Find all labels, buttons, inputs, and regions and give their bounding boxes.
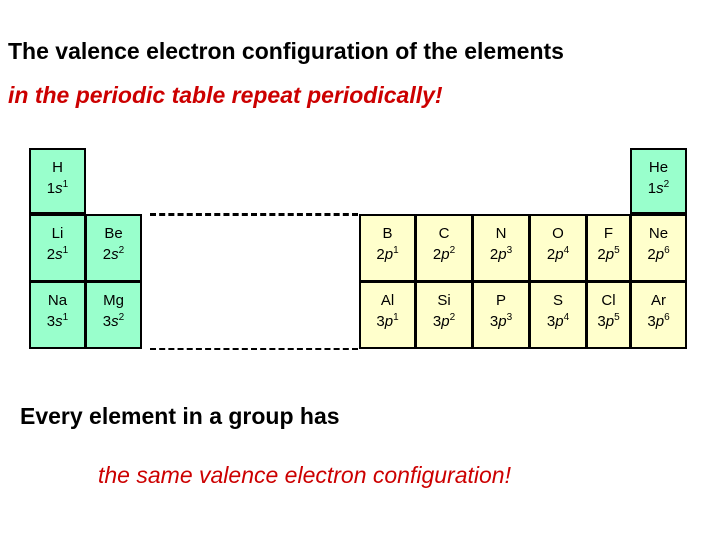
element-cell-ne xyxy=(630,214,687,282)
orbital-letter: s xyxy=(55,313,63,330)
electron-count: 1 xyxy=(393,312,399,323)
element-symbol: B xyxy=(382,225,393,242)
element-symbol: Cl xyxy=(601,292,616,309)
shell-number: 3 xyxy=(489,313,499,330)
orbital-letter: s xyxy=(656,180,664,197)
element-symbol: P xyxy=(495,292,506,309)
element-symbol: S xyxy=(552,292,563,309)
shell-number: 2 xyxy=(376,246,385,263)
element-symbol: O xyxy=(552,225,564,242)
shell-number: 2 xyxy=(489,246,499,263)
electron-count: 2 xyxy=(118,245,125,256)
shell-number: 1 xyxy=(46,180,56,197)
element-symbol: Al xyxy=(380,292,395,309)
electron-count: 3 xyxy=(506,245,513,256)
shell-number: 2 xyxy=(597,246,606,263)
element-symbol: Na xyxy=(47,292,68,309)
electron-count: 4 xyxy=(563,312,570,323)
element-cell-o xyxy=(529,214,587,282)
element-symbol: Li xyxy=(51,225,64,242)
footer-line-1: Every element in a group has xyxy=(20,403,340,429)
element-cell-he xyxy=(630,148,687,214)
shell-number: 3 xyxy=(597,313,606,330)
element-cell-s xyxy=(529,281,587,349)
electron-configuration xyxy=(87,311,140,332)
element-cell-n xyxy=(472,214,530,282)
electron-configuration xyxy=(531,311,585,332)
orbital-letter: p xyxy=(655,246,665,263)
electron-configuration xyxy=(588,311,629,332)
element-symbol: C xyxy=(438,225,450,242)
orbital-letter: p xyxy=(498,246,507,263)
orbital-letter: p xyxy=(605,313,615,330)
orbital-letter: p xyxy=(555,313,564,330)
title-line-2: in the periodic table repeat periodically! xyxy=(8,82,443,108)
electron-count: 1 xyxy=(62,312,69,323)
orbital-letter: p xyxy=(384,246,394,263)
electron-configuration xyxy=(531,244,585,265)
shell-number: 2 xyxy=(46,246,56,263)
electron-configuration xyxy=(31,311,84,332)
element-symbol: H xyxy=(52,159,63,176)
element-symbol: Si xyxy=(437,292,451,309)
electron-configuration xyxy=(417,311,471,332)
electron-configuration xyxy=(632,244,685,265)
element-cell-li xyxy=(29,214,86,282)
electron-configuration xyxy=(474,244,528,265)
electron-count: 2 xyxy=(449,312,456,323)
element-symbol: Be xyxy=(104,225,123,242)
electron-count: 2 xyxy=(118,312,125,323)
electron-configuration xyxy=(417,244,471,265)
element-cell-ar xyxy=(630,281,687,349)
orbital-letter: p xyxy=(555,246,564,263)
shell-number: 2 xyxy=(647,246,656,263)
shell-number: 3 xyxy=(647,313,656,330)
element-cell-be xyxy=(85,214,142,282)
shell-number: 2 xyxy=(546,246,556,263)
electron-count: 4 xyxy=(563,245,570,256)
electron-configuration xyxy=(474,311,528,332)
electron-configuration xyxy=(361,311,414,332)
electron-count: 5 xyxy=(614,312,620,323)
shell-number: 3 xyxy=(102,313,112,330)
electron-configuration xyxy=(31,178,84,199)
shell-number: 2 xyxy=(432,246,442,263)
orbital-letter: p xyxy=(384,313,394,330)
orbital-letter: s xyxy=(55,180,63,197)
electron-configuration xyxy=(632,311,685,332)
electron-count: 2 xyxy=(449,245,456,256)
element-cell-al xyxy=(359,281,416,349)
element-symbol: Ar xyxy=(651,292,666,309)
title-line-1: The valence electron configuration of the elements xyxy=(8,38,564,64)
electron-configuration xyxy=(632,178,685,199)
electron-count: 5 xyxy=(614,245,620,256)
orbital-letter: p xyxy=(498,313,507,330)
element-cell-cl xyxy=(586,281,631,349)
element-cell-si xyxy=(415,281,473,349)
orbital-letter: p xyxy=(441,246,450,263)
electron-count: 1 xyxy=(62,245,69,256)
element-symbol: Ne xyxy=(648,225,669,242)
electron-configuration xyxy=(31,244,84,265)
electron-configuration xyxy=(361,244,414,265)
electron-count: 2 xyxy=(663,179,670,190)
orbital-letter: s xyxy=(111,313,119,330)
electron-count: 1 xyxy=(393,245,399,256)
orbital-letter: s xyxy=(55,246,63,263)
element-cell-mg xyxy=(85,281,142,349)
element-cell-h xyxy=(29,148,86,214)
shell-number: 3 xyxy=(376,313,385,330)
orbital-letter: p xyxy=(605,246,615,263)
shell-number: 2 xyxy=(102,246,112,263)
element-cell-p xyxy=(472,281,530,349)
orbital-letter: s xyxy=(111,246,119,263)
element-symbol: He xyxy=(648,159,669,176)
electron-count: 3 xyxy=(506,312,513,323)
shell-number: 3 xyxy=(546,313,556,330)
element-cell-c xyxy=(415,214,473,282)
orbital-letter: p xyxy=(441,313,450,330)
element-symbol: N xyxy=(495,225,507,242)
orbital-letter: p xyxy=(655,313,665,330)
element-symbol: F xyxy=(603,225,614,242)
electron-count: 6 xyxy=(664,312,670,323)
footer-line-2: the same valence electron configuration! xyxy=(98,462,511,488)
electron-count: 1 xyxy=(62,179,69,190)
element-cell-f xyxy=(586,214,631,282)
transition-metal-gap xyxy=(149,216,360,348)
electron-configuration xyxy=(87,244,140,265)
element-cell-na xyxy=(29,281,86,349)
element-cell-b xyxy=(359,214,416,282)
shell-number: 3 xyxy=(46,313,56,330)
shell-number: 1 xyxy=(647,180,657,197)
element-symbol: Mg xyxy=(103,292,124,309)
shell-number: 3 xyxy=(432,313,442,330)
electron-configuration xyxy=(588,244,629,265)
electron-count: 6 xyxy=(664,245,670,256)
